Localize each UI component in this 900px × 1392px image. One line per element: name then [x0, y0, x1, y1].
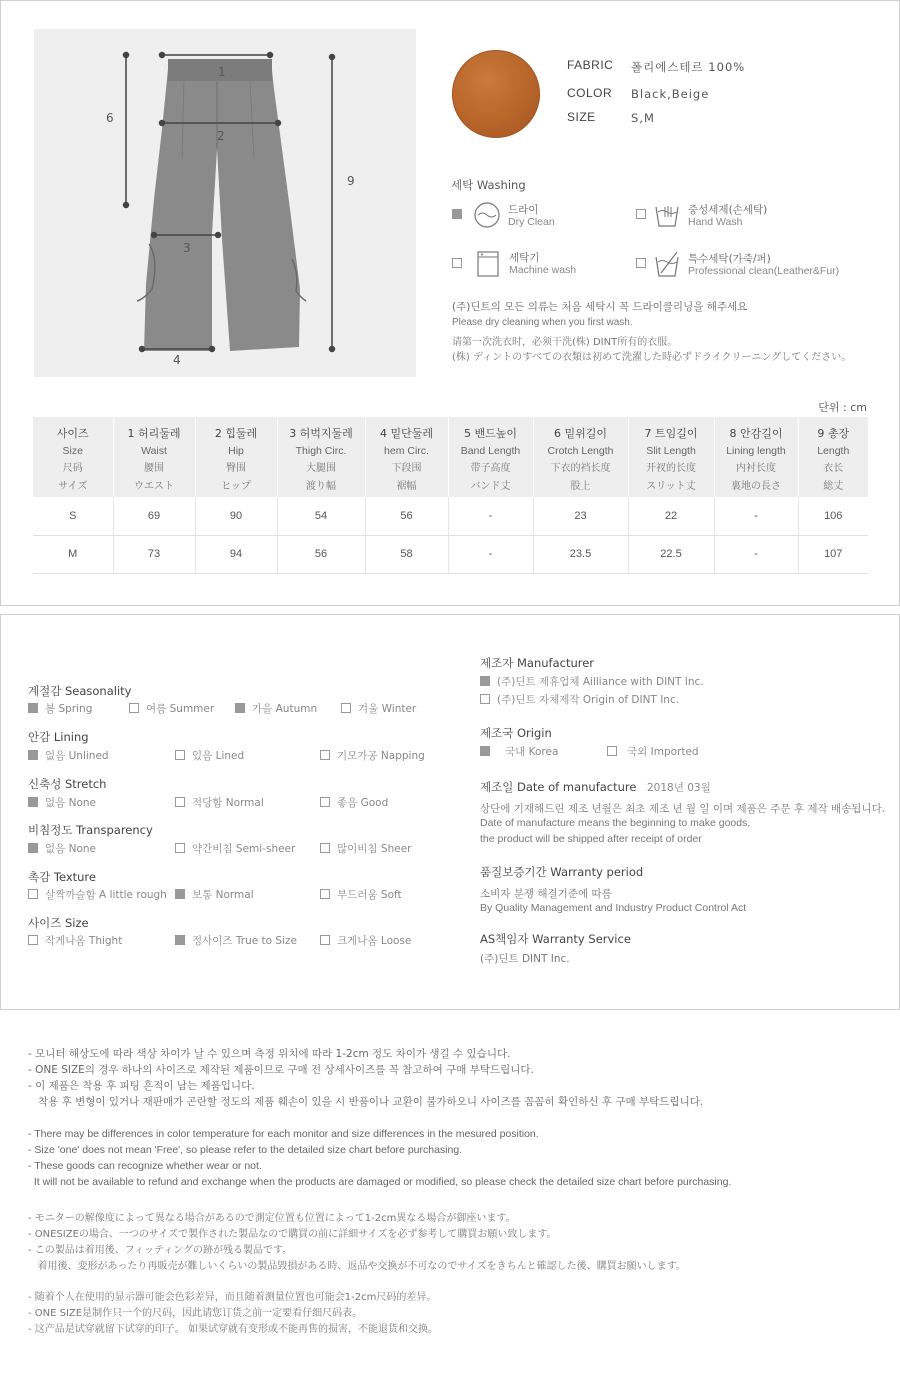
note-en-1: - There may be differences in color temperature for each monitor and size differences in the mesured position. — [28, 1128, 539, 1140]
size-value: S,M — [631, 111, 655, 125]
header-size: 사이즈 Size 尺码 サイズ — [33, 417, 113, 497]
hand-wash-label-en: Hand Wash — [688, 216, 743, 228]
table-cell: 69 — [113, 497, 195, 535]
checkbox — [175, 843, 185, 853]
checkbox — [28, 889, 38, 899]
checkbox — [175, 797, 185, 807]
checkbox — [175, 935, 185, 945]
table-row — [33, 497, 868, 535]
table-cell: - — [714, 497, 798, 535]
header-hem: 4 밑단둘레 hem Circ. 下段围 裾幅 — [365, 417, 448, 497]
option-semi-sheer: 약간비침 Semi-sheer — [175, 841, 295, 856]
option-stretch-normal: 적당함 Normal — [175, 795, 264, 810]
checkbox — [28, 843, 38, 853]
option-transparency-none: 없음 None — [28, 841, 96, 856]
header-length: 9 총장 Length 衣长 総丈 — [798, 417, 868, 497]
table-cell: 23.5 — [533, 535, 628, 573]
warranty-service-title: AS책임자 Warranty Service — [480, 932, 631, 946]
product-attributes-panel — [0, 614, 900, 1010]
table-cell: 90 — [195, 497, 277, 535]
machine-wash-label-ko: 세탁기 — [509, 252, 540, 264]
color-value: Black,Beige — [631, 87, 710, 101]
warranty-period-en: By Quality Management and Industry Product Control Act — [480, 902, 747, 914]
table-cell: 56 — [365, 497, 448, 535]
transparency-title: 비침정도 Transparency — [28, 823, 153, 837]
table-cell: 106 — [798, 497, 868, 535]
option-stretch-good: 좋음 Good — [320, 795, 388, 810]
machine-wash-icon — [475, 249, 501, 279]
origin-title: 제조국 Origin — [480, 726, 552, 740]
manufacture-date-note-ko: 상단에 기재해드린 제조 년월은 최초 제조 년 월 일 이며 제품은 주문 후 제작 배송됩니다. — [480, 803, 886, 815]
note-jp-2: - ONESIZEの場合、一つのサイズで製作された製品なので購買の前に詳細サイズを必ず参考して購買お願い致します。 — [28, 1229, 557, 1240]
label-6: 6 — [106, 111, 114, 125]
note-ko-2: - ONE SIZE의 경우 하나의 사이즈로 제작된 제품이므로 구매 전 상세사이즈를 꼭 참고하여 구매 부탁드립니다. — [28, 1064, 534, 1076]
washing-note-cn: 请第一次洗衣时，必须干洗(株) DINT所有的衣服。 — [452, 337, 678, 348]
option-spring: 봄 Spring — [28, 701, 92, 716]
professional-clean-label-en: Professional clean(Leather&Fur) — [688, 265, 840, 277]
option-unlined: 없음 Unlined — [28, 748, 109, 763]
option-origin-dint: (주)딘트 자체제작 Origin of DINT Inc. — [480, 692, 679, 707]
table-cell: - — [714, 535, 798, 573]
machine-wash-checkbox — [452, 258, 462, 268]
label-4: 4 — [173, 353, 181, 367]
label-2: 2 — [217, 129, 225, 143]
option-soft: 부드러움 Soft — [320, 887, 402, 902]
header-thigh: 3 허벅지둘레 Thigh Circ. 大腿围 渡り幅 — [277, 417, 365, 497]
pants-measurement-diagram — [34, 29, 416, 377]
note-ko-1: - 모니터 해상도에 따라 색상 차이가 날 수 있으며 측정 위치에 따라 1-2cm 정도 차이가 생길 수 있습니다. — [28, 1048, 511, 1060]
lining-title: 안감 Lining — [28, 730, 89, 744]
option-autumn: 가을 Autumn — [235, 701, 317, 716]
pants-illustration — [34, 29, 416, 377]
table-cell: - — [448, 535, 533, 573]
option-sheer: 많이비침 Sheer — [320, 841, 411, 856]
unit-label: 단위 : cm — [818, 401, 867, 414]
table-cell: 58 — [365, 535, 448, 573]
option-imported: 국외 Imported — [607, 744, 699, 759]
header-band: 5 밴드높이 Band Length 带子高度 バンド丈 — [448, 417, 533, 497]
table-cell: 56 — [277, 535, 365, 573]
option-loose: 크게나옴 Loose — [320, 933, 411, 948]
note-en-2: - Size 'one' does not mean 'Free', so please refer to the detailed size chart before purchasing. — [28, 1144, 463, 1156]
product-info-panel — [0, 0, 900, 606]
table-cell: 107 — [798, 535, 868, 573]
checkbox — [320, 797, 330, 807]
note-ko-4: 착용 후 변형이 있거나 재판매가 곤란할 정도의 제품 훼손이 있을 시 반품이나 교환이 불가하오니 사이즈를 꼼꼼히 확인하신 후 구매 부탁드립니다. — [28, 1096, 704, 1108]
size-fit-title: 사이즈 Size — [28, 916, 89, 930]
option-rough: 살짝까슬함 A little rough — [28, 887, 167, 902]
professional-clean-label-ko: 특수세탁(가죽/퍼) — [688, 253, 771, 265]
note-jp-4: 着用後、変形があったり再販売が難しいくらいの製品毀損がある時、返品や交換が不可なのでサイズをきちんと確認した後、購買お願いします。 — [28, 1261, 686, 1272]
checkbox — [480, 694, 490, 704]
stretch-title: 신축성 Stretch — [28, 777, 107, 791]
option-stretch-none: 없음 None — [28, 795, 96, 810]
fabric-label: FABRIC — [567, 58, 614, 72]
checkbox — [235, 703, 245, 713]
dry-clean-label-en: Dry Clean — [508, 216, 555, 228]
fabric-swatch — [452, 50, 540, 138]
checkbox — [129, 703, 139, 713]
dry-clean-label-ko: 드라이 — [508, 204, 539, 216]
checkbox — [341, 703, 351, 713]
washing-title: 세탁 Washing — [451, 178, 526, 192]
hand-wash-label-ko: 중성세제(손세탁) — [688, 204, 768, 216]
checkbox — [480, 676, 490, 686]
label-3: 3 — [183, 241, 191, 255]
professional-clean-icon — [653, 249, 681, 279]
washing-note-en: Please dry cleaning when you first wash. — [452, 317, 633, 328]
note-cn-2: - ONE SIZE是制作只一个的尺码，因此请您订货之前一定要看仔细尺码表。 — [28, 1308, 363, 1319]
option-texture-normal: 보통 Normal — [175, 887, 254, 902]
size-table-header-row — [33, 417, 868, 497]
checkbox — [320, 843, 330, 853]
header-waist: 1 허리둘레 Waist 腰围 ウエスト — [113, 417, 195, 497]
table-cell: S — [33, 497, 113, 535]
note-en-4: It will not be available to refund and exchange when the products are damaged or modified, so please check the detailed size chart before purchasing. — [28, 1176, 732, 1188]
table-cell: 22.5 — [628, 535, 714, 573]
header-lining: 8 안감길이 Lining length 内衬长度 裏地の長さ — [714, 417, 798, 497]
manufacture-date-note-en-2: the product will be shipped after receipt of order — [480, 833, 702, 845]
option-lined: 있음 Lined — [175, 748, 244, 763]
checkbox — [320, 935, 330, 945]
table-cell: - — [448, 497, 533, 535]
checkbox — [480, 746, 490, 756]
note-en-3: - These goods can recognize whether wear or not. — [28, 1160, 262, 1172]
note-cn-3: - 这产品是试穿就留下试穿的印子。 如果试穿就有变形或不能再售的损害，不能退货和交换。 — [28, 1324, 438, 1335]
header-hip: 2 힙둘레 Hip 臀围 ヒップ — [195, 417, 277, 497]
warranty-period-ko: 소비자 분쟁 해결기준에 따름 — [480, 888, 612, 900]
header-crotch: 6 밑위길이 Crotch Length 下衣的裆长度 股上 — [533, 417, 628, 497]
checkbox — [175, 750, 185, 760]
table-cell: 54 — [277, 497, 365, 535]
note-cn-1: - 随着个人在使用的显示器可能会色彩差异，而且随着测量位置也可能会1-2cm尺码的差异。 — [28, 1292, 437, 1303]
professional-clean-checkbox — [636, 258, 646, 268]
label-1: 1 — [218, 65, 226, 79]
washing-note-jp: (株) ディントのすべての衣類は初めて洗濯した時必ずドライクリーニングしてください。 — [452, 352, 852, 363]
checkbox — [28, 750, 38, 760]
size-table — [33, 417, 868, 574]
manufacturer-title: 제조자 Manufacturer — [480, 656, 595, 670]
checkbox — [175, 889, 185, 899]
table-cell: 94 — [195, 535, 277, 573]
texture-title: 촉감 Texture — [28, 870, 96, 884]
checkbox — [28, 935, 38, 945]
hand-wash-icon — [653, 201, 681, 229]
option-korea: 국내 Korea — [480, 744, 558, 759]
hand-wash-checkbox — [636, 209, 646, 219]
checkbox — [607, 746, 617, 756]
option-summer: 여름 Summer — [129, 701, 214, 716]
warranty-service-value: (주)딘트 DINT Inc. — [480, 953, 570, 965]
table-cell: 22 — [628, 497, 714, 535]
note-ko-3: - 이 제품은 착용 후 피팅 흔적이 남는 제품입니다. — [28, 1080, 255, 1092]
table-cell: 73 — [113, 535, 195, 573]
checkbox — [28, 797, 38, 807]
note-jp-1: - モニターの解像度によって異なる場合があるので測定位置も位置によって1-2cm異なる場合が御座います。 — [28, 1213, 516, 1224]
label-9: 9 — [347, 174, 355, 188]
size-label: SIZE — [567, 110, 596, 124]
dry-clean-icon — [473, 201, 501, 229]
seasonality-title: 계절감 Seasonality — [28, 684, 132, 698]
option-winter: 겨울 Winter — [341, 701, 416, 716]
option-true-to-size: 정사이즈 True to Size — [175, 933, 297, 948]
pants-shape — [144, 59, 300, 351]
checkbox — [320, 750, 330, 760]
color-label: COLOR — [567, 86, 613, 100]
checkbox — [28, 703, 38, 713]
manufacture-date-note-en-1: Date of manufacture means the beginning to make goods, — [480, 817, 751, 829]
manufacture-date-title: 제조일 Date of manufacture — [480, 780, 637, 794]
manufacture-date-value: 2018년 03월 — [647, 782, 711, 794]
table-cell: 23 — [533, 497, 628, 535]
table-cell: M — [33, 535, 113, 573]
option-tight: 작게나옴 Thight — [28, 933, 122, 948]
warranty-period-title: 품질보증기간 Warranty period — [480, 865, 644, 879]
table-row — [33, 535, 868, 573]
washing-note-ko: (주)딘트의 모든 의류는 처음 세탁시 꼭 드라이클리닝을 해주세요 — [452, 301, 748, 313]
dry-clean-checkbox — [452, 209, 462, 219]
fabric-value: 폴리에스테르 100% — [631, 60, 746, 74]
checkbox — [320, 889, 330, 899]
header-slit: 7 트임길이 Slit Length 开衩的长度 スリット丈 — [628, 417, 714, 497]
machine-wash-label-en: Machine wash — [509, 264, 577, 276]
option-napping: 기모가공 Napping — [320, 748, 425, 763]
note-jp-3: - この製品は着用後、フィッティングの跡が残る製品です。 — [28, 1245, 293, 1256]
option-alliance-dint: (주)딘트 제휴업체 Ailliance with DINT Inc. — [480, 674, 704, 689]
